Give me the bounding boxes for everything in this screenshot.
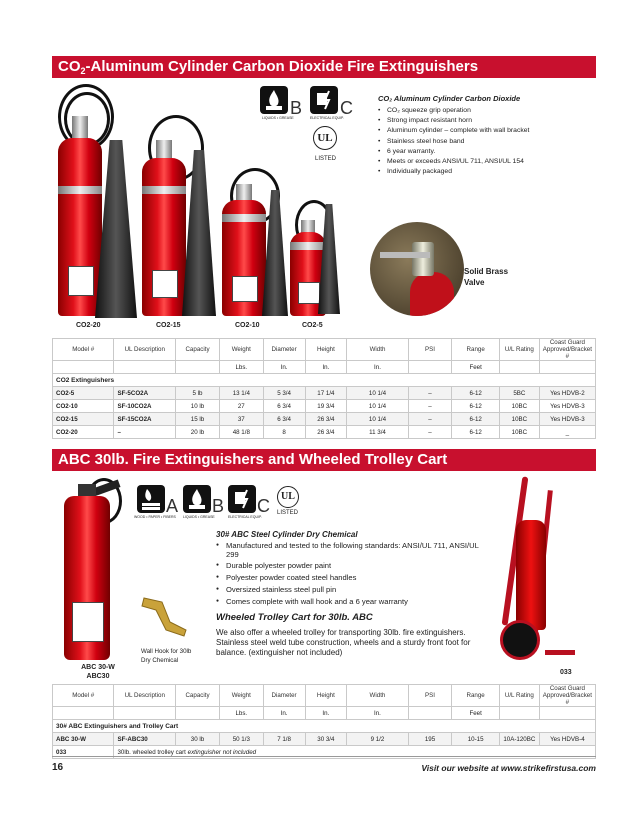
website-link[interactable]: Visit our website at www.strikefirstusa.com — [421, 763, 596, 773]
cell: ABC 30-W — [53, 733, 114, 746]
electrical-icon — [310, 86, 338, 114]
cell: – — [408, 426, 452, 439]
cell: 10BC — [499, 400, 539, 413]
cert-b2-caption: LIQUIDS • GREASE — [183, 515, 215, 519]
unit-row — [53, 707, 596, 720]
cell: 10BC — [499, 413, 539, 426]
cert-letter-a: A — [166, 496, 179, 516]
col-header: Model # — [53, 685, 114, 707]
col-header: Width — [347, 685, 408, 707]
cell: SF-ABC30 — [114, 733, 176, 746]
cell: CO2-15 — [53, 413, 114, 426]
ul-logo-icon: UL — [313, 126, 337, 150]
feature-item: • Individually packaged — [378, 168, 588, 175]
col-header: U/L Rating — [499, 339, 539, 361]
cert-letter-c2: C — [257, 496, 270, 516]
feature-item: ● Comes complete with wall hook and a 6 year warranty — [216, 598, 486, 607]
section1-title-prefix: CO — [58, 58, 81, 75]
cell: Yes HDVB-4 — [539, 733, 595, 746]
footer-rule — [52, 756, 596, 757]
caption-co2-15: CO2-15 — [156, 322, 181, 329]
cell: SF-15CO2A — [114, 413, 176, 426]
caption-co2-20: CO2-20 — [76, 322, 101, 329]
cell: 19 3/4 — [305, 400, 347, 413]
feature-item: • Aluminum cylinder – complete with wall bracket — [378, 127, 588, 134]
cell: CO2-10 — [53, 400, 114, 413]
unit-cell: In. — [347, 361, 408, 374]
hook-caption-line1: Wall Hook for 30lb — [141, 648, 192, 655]
abc-feature-title-rest: ABC Steel Cylinder Dry Chemical — [231, 530, 358, 539]
cell: 10-15 — [452, 733, 500, 746]
cert-c2-caption: ELECTRICAL EQUIP. — [228, 515, 262, 519]
valve-caption-line1: Solid Brass — [464, 267, 509, 276]
col-header: Weight — [219, 685, 263, 707]
cell: 37 — [219, 413, 263, 426]
table-row — [53, 387, 596, 400]
section2-banner — [52, 449, 596, 471]
co2-feature-title: CO₂ Aluminum Cylinder Carbon Dioxide — [378, 94, 521, 103]
cell: 11 3/4 — [347, 426, 408, 439]
unit-cell: Feet — [452, 361, 500, 374]
unit-cell: Feet — [452, 707, 500, 720]
feature-item: • Stainless steel hose band — [378, 138, 588, 145]
abc-feature-title — [216, 530, 358, 539]
cell: 30 3/4 — [305, 733, 347, 746]
cell: 033 — [53, 746, 114, 759]
cell: Yes HDVB-3 — [539, 413, 595, 426]
table-row — [53, 413, 596, 426]
cell: 6 3/4 — [263, 400, 305, 413]
cell: 5 lb — [176, 387, 220, 400]
abc-feature-title-bold: 30# — [216, 530, 230, 539]
cell: 10A-120BC — [499, 733, 539, 746]
cert-b-caption: LIQUIDS • GREASE — [262, 116, 294, 120]
cell: 26 3/4 — [305, 413, 347, 426]
feature-item: ● Manufactured and tested to the following standards: ANSI/UL 711, ANSI/UL 299 — [216, 542, 486, 559]
abc30-caption-line2: ABC30 — [86, 673, 110, 680]
cell: 6-12 — [452, 387, 500, 400]
cell: 8 — [263, 426, 305, 439]
cell: 10 lb — [176, 400, 220, 413]
col-header: Weight — [219, 339, 263, 361]
cell: SF-5CO2A — [114, 387, 176, 400]
cell: SF-10CO2A — [114, 400, 176, 413]
abc30-caption-line1: ABC 30-W — [81, 664, 115, 671]
cell: – — [408, 413, 452, 426]
col-header: Range — [452, 685, 500, 707]
cell: 6-12 — [452, 426, 500, 439]
unit-cell: In. — [305, 707, 347, 720]
col-header: Height — [305, 339, 347, 361]
cell: CO2-20 — [53, 426, 114, 439]
unit-cell: In. — [263, 361, 305, 374]
ul-listed-label-2: LISTED — [277, 510, 299, 516]
col-header: Capacity — [176, 685, 220, 707]
cell: – — [114, 426, 176, 439]
cell: CO2-5 — [53, 387, 114, 400]
cell: 50 1/3 — [219, 733, 263, 746]
col-header: U/L Rating — [499, 685, 539, 707]
section1-title: -Aluminum Cylinder Carbon Dioxide Fire Extinguishers — [85, 58, 479, 75]
trolley-title: Wheeled Trolley Cart for 30lb. ABC — [216, 612, 373, 623]
ul-listed-label: LISTED — [315, 156, 337, 162]
row2-note: extinguisher not included — [187, 748, 257, 756]
cell: 13 1/4 — [219, 387, 263, 400]
col-header: PSI — [408, 685, 452, 707]
cert-letter-c: C — [340, 98, 353, 118]
wall-hook-image — [140, 596, 190, 640]
col-header: Coast Guard Approved/Bracket # — [539, 685, 595, 707]
cell: 30 lb — [176, 733, 220, 746]
cell: 17 1/4 — [305, 387, 347, 400]
flammable-liquid-icon — [260, 86, 288, 114]
section2-title: ABC 30lb. Fire Extinguishers and Wheeled Trolley Cart — [58, 451, 448, 468]
group-label: CO2 Extinguishers — [53, 374, 596, 387]
caption-co2-5: CO2-5 — [302, 322, 323, 329]
cell: – — [408, 387, 452, 400]
cell: Yes HDVB-2 — [539, 387, 595, 400]
cert-c-caption: ELECTRICAL EQUIP. — [310, 116, 344, 120]
cell: 15 lb — [176, 413, 220, 426]
col-header: Capacity — [176, 339, 220, 361]
cell: – — [408, 400, 452, 413]
col-header: UL Description — [114, 685, 176, 707]
col-header: PSI — [408, 339, 452, 361]
feature-item: • CO₂ squeeze grip operation — [378, 107, 588, 114]
unit-cell: In. — [347, 707, 408, 720]
valve-caption-line2: Valve — [464, 278, 485, 287]
table-header-row — [53, 685, 596, 707]
section1-banner — [52, 56, 596, 78]
co2-feature-list — [378, 107, 588, 178]
hook-caption-line2: Dry Chemical — [141, 657, 179, 664]
col-header: Diameter — [263, 339, 305, 361]
unit-cell: In. — [263, 707, 305, 720]
cell: Yes HDVB-3 — [539, 400, 595, 413]
cell: 48 1/8 — [219, 426, 263, 439]
table-header-row — [53, 339, 596, 361]
unit-row — [53, 361, 596, 374]
group-label: 30# ABC Extinguishers and Trolley Cart — [53, 720, 596, 733]
cell: 10BC — [499, 426, 539, 439]
table-row — [53, 400, 596, 413]
feature-item: ● Oversized stainless steel pull pin — [216, 586, 486, 595]
feature-item: • Strong impact resistant horn — [378, 117, 588, 124]
cell: 195 — [408, 733, 452, 746]
cell: 20 lb — [176, 426, 220, 439]
cell: 6 3/4 — [263, 413, 305, 426]
cell: 9 1/2 — [347, 733, 408, 746]
cell: _ — [539, 426, 595, 439]
abc-spec-table — [52, 684, 596, 759]
abc-feature-list — [216, 542, 486, 609]
unit-cell: In. — [305, 361, 347, 374]
unit-cell: Lbs. — [219, 361, 263, 374]
col-header: Diameter — [263, 685, 305, 707]
col-header: Model # — [53, 339, 114, 361]
cell: 7 1/8 — [263, 733, 305, 746]
brass-valve-image — [370, 222, 464, 316]
caption-co2-10: CO2-10 — [235, 322, 260, 329]
cell: 10 1/4 — [347, 400, 408, 413]
unit-cell: Lbs. — [219, 707, 263, 720]
cart-caption: 033 — [560, 669, 572, 676]
table-row — [53, 733, 596, 746]
section1-title-sub: 2 — [80, 66, 86, 76]
col-header: Coast Guard Approved/Bracket # — [539, 339, 595, 361]
feature-item: ● Polyester powder coated steel handles — [216, 574, 486, 583]
ul-logo-icon: UL — [277, 486, 299, 508]
cell: 10 1/4 — [347, 413, 408, 426]
col-header: Range — [452, 339, 500, 361]
col-header: Height — [305, 685, 347, 707]
feature-item: • 6 year warranty. — [378, 148, 588, 155]
col-header: Width — [347, 339, 408, 361]
electrical-icon — [228, 485, 256, 513]
feature-item: ● Durable polyester powder paint — [216, 562, 486, 571]
cell: 26 3/4 — [305, 426, 347, 439]
row2-desc: 30lb. wheeled trolley cart — [117, 748, 188, 756]
cell: 6-12 — [452, 413, 500, 426]
group-row — [53, 374, 596, 387]
flammable-liquid-icon — [183, 485, 211, 513]
table-row — [53, 426, 596, 439]
cell: 5 3/4 — [263, 387, 305, 400]
trolley-text: We also offer a wheeled trolley for transporting 30lb. fire extinguishers. Stainless steel weld tube construction, wheels and a sturdy front foot for balance. (extinguisher not included) — [216, 628, 471, 657]
cert-letter-b: B — [290, 98, 303, 118]
group-row — [53, 720, 596, 733]
col-header: UL Description — [114, 339, 176, 361]
cell: 5BC — [499, 387, 539, 400]
ordinary-combustibles-icon — [137, 485, 165, 513]
cell: 6-12 — [452, 400, 500, 413]
cert-letter-b2: B — [212, 496, 225, 516]
cert-a-caption: WOOD • PAPER • FIBERS — [134, 515, 176, 519]
cell: 10 1/4 — [347, 387, 408, 400]
feature-item: • Meets or exceeds ANSI/UL 711, ANSI/UL 154 — [378, 158, 588, 165]
co2-spec-table — [52, 338, 596, 439]
page-number: 16 — [52, 762, 64, 773]
cell: 27 — [219, 400, 263, 413]
